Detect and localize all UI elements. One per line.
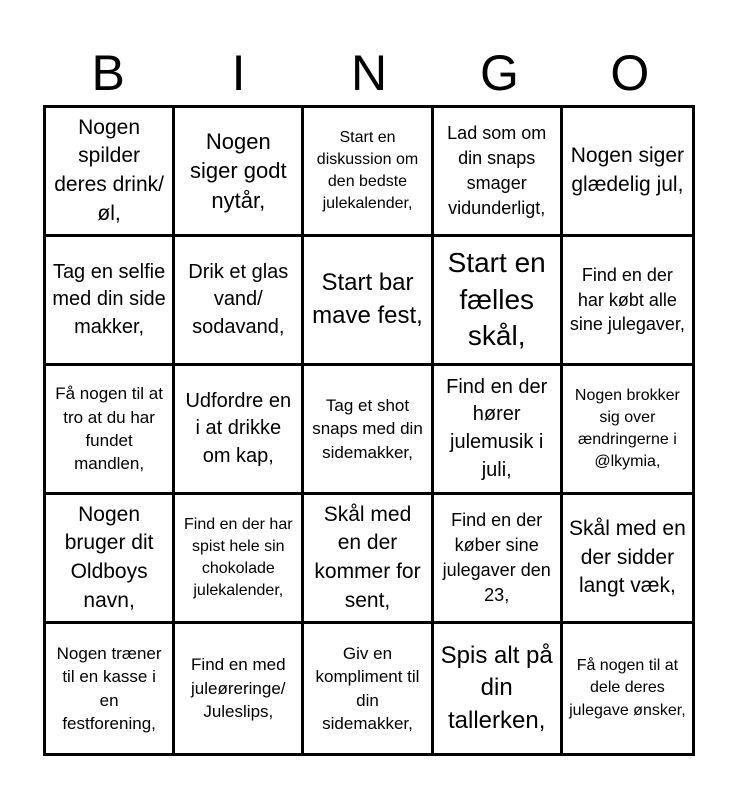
bingo-cell[interactable]: Find en der køber sine julegaver den 23,	[434, 495, 563, 624]
bingo-cell[interactable]: Find en der har spist hele sin chokolade julekalender,	[175, 495, 304, 624]
bingo-cell[interactable]: Nogen bruger dit Oldboys navn,	[46, 495, 175, 624]
bingo-cell[interactable]: Find en der har købt alle sine julegaver,	[563, 237, 692, 366]
bingo-cell[interactable]: Skål med en der sidder langt væk,	[563, 495, 692, 624]
bingo-cell[interactable]: Nogen træner til en kasse i en festforening,	[46, 624, 175, 753]
bingo-cell[interactable]: Få nogen til at dele deres julegave ønsker,	[569, 657, 686, 719]
bingo-cell[interactable]: Start en fælles skål,	[434, 237, 563, 366]
bingo-cell[interactable]: Giv en kompliment til din sidemakker,	[304, 624, 433, 753]
bingo-cell[interactable]: Nogen siger godt nytår,	[175, 108, 304, 237]
bingo-cell[interactable]: Udfordre en i at drikke om kap,	[175, 366, 304, 495]
header-letter-g: G	[479, 45, 519, 101]
bingo-cell[interactable]: Tag en selfie med din side makker,	[46, 237, 175, 366]
bingo-cell[interactable]: Skål med en der kommer for sent,	[304, 495, 433, 624]
bingo-cell[interactable]: Lad som om din snaps smager vidunderligt,	[434, 108, 563, 237]
bingo-cell[interactable]: Find en med juleøreringe/ Juleslips,	[175, 624, 304, 753]
bingo-cell[interactable]: Tag et shot snaps med din sidemakker,	[304, 366, 433, 495]
header-letter-i: I	[231, 45, 246, 101]
header-letter-b: B	[91, 45, 125, 101]
header-letter-o: O	[610, 45, 650, 101]
bingo-board	[43, 105, 695, 756]
bingo-cell[interactable]: Start bar mave fest,	[304, 237, 433, 366]
bingo-cell[interactable]: Nogen spilder deres drink/øl,	[46, 108, 175, 237]
bingo-cell[interactable]: Find en der hører julemusik i juli,	[434, 366, 563, 495]
bingo-cell[interactable]: Nogen siger glædelig jul,	[563, 108, 692, 237]
header-letter-n: N	[350, 45, 388, 101]
bingo-cell[interactable]: Få nogen til at tro at du har fundet mandlen,	[46, 366, 175, 495]
bingo-cell[interactable]: Start en diskussion om den bedste julekalender,	[304, 108, 433, 237]
bingo-cell[interactable]: Spis alt på din tallerken,	[434, 624, 563, 753]
bingo-cell[interactable]: Drik et glas vand/ sodavand,	[175, 237, 304, 366]
bingo-cell[interactable]: Nogen brokker sig over ændringerne i @lkymia,	[563, 366, 692, 495]
bingo-header	[43, 40, 695, 106]
